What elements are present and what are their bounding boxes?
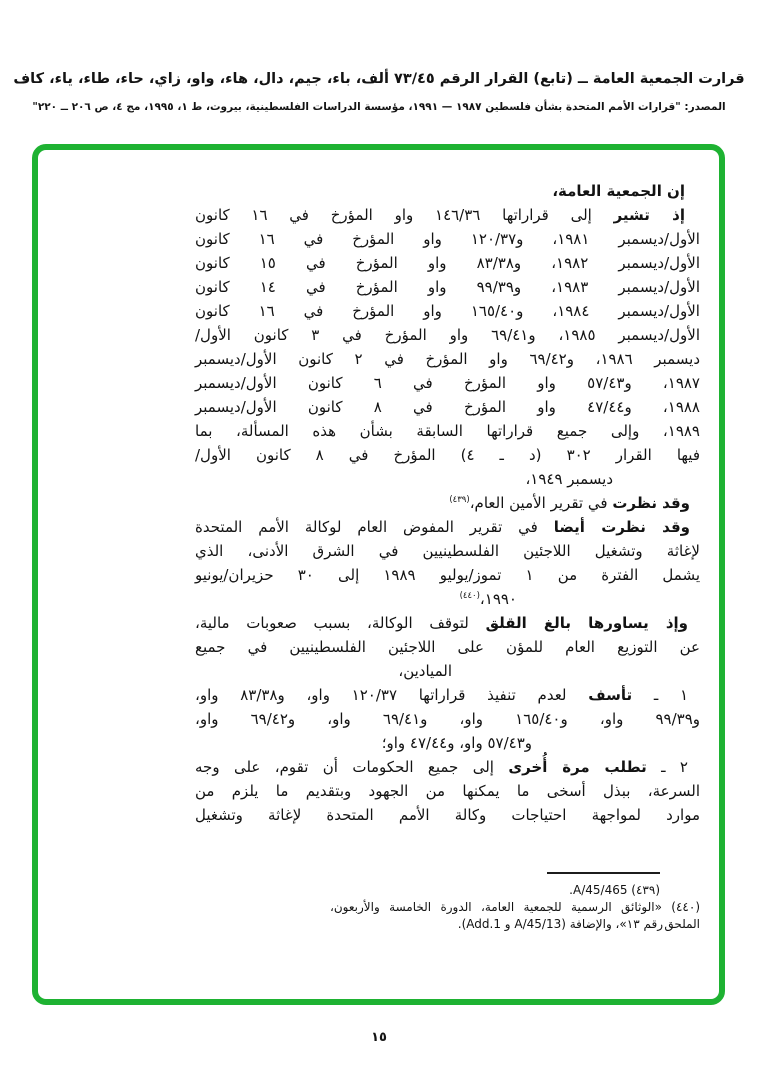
body-text-line bbox=[195, 395, 700, 419]
footnote-separator-rule bbox=[547, 872, 660, 874]
text-run: يشمل الفترة من ١ تموز/يوليو ١٩٨٩ إلى ٣٠ حزيران/يونيو bbox=[195, 566, 700, 584]
body-text-line bbox=[195, 731, 700, 755]
text-run: وقد نظرت bbox=[612, 494, 690, 512]
text-run: لعدم تنفيذ قراراتها ١٢٠/٣٧ واو، و٨٣/٣٨ واو، bbox=[195, 686, 589, 704]
body-text-line bbox=[195, 635, 700, 659]
text-run: فيها القرار ٣٠٢ (د ـ ٤) المؤرخ في ٨ كانون الأول/ bbox=[195, 446, 701, 464]
body-text-line bbox=[195, 707, 700, 731]
body-text-line bbox=[195, 659, 700, 683]
text-run: ديسمبر ١٩٤٩، bbox=[525, 470, 613, 488]
text-run: إلى جميع الحكومات أن تقوم، على وجه bbox=[195, 758, 509, 776]
text-run: تطلب مرة أُخرى bbox=[508, 758, 647, 776]
footnote-line bbox=[330, 882, 700, 899]
body-text-line bbox=[195, 251, 700, 275]
text-run: إن الجمعية العامة، bbox=[552, 182, 685, 200]
text-run: و bbox=[500, 917, 515, 931]
text-run: الميادين، bbox=[398, 662, 452, 680]
text-run: Add.1 bbox=[466, 917, 501, 931]
text-run: و٩٩/٣٩ واو، و١٦٥/٤٠ واو، و٦٩/٤١ واو، و٦٩/٤٢ واو، bbox=[195, 710, 701, 728]
footnote-reference-marker: (٤٤٠) bbox=[459, 591, 480, 601]
text-run: (٤٤٠) «الوثائق الرسمية للجمعية العامة، الدورة الخامسة والأربعون، الملحق bbox=[330, 900, 700, 931]
text-run: ١٩٩٠، bbox=[479, 590, 517, 608]
body-text-line bbox=[195, 299, 700, 323]
footnote-reference-marker: (٤٣٩) bbox=[449, 495, 470, 505]
body-text-line bbox=[195, 779, 700, 803]
body-text-line bbox=[195, 203, 700, 227]
text-run: إذ تشير bbox=[613, 206, 685, 224]
text-run: في تقرير الأمين العام، bbox=[469, 494, 613, 512]
body-text-line bbox=[195, 347, 700, 371]
text-run: في تقرير المفوض العام لوكالة الأمم المتحدة bbox=[195, 518, 554, 536]
text-run: الأول/ديسمبر ١٩٨٤، و١٦٥/٤٠ واو المؤرخ في ١٦ كانون bbox=[195, 302, 700, 320]
footnote-lines bbox=[330, 882, 700, 933]
source-citation: المصدر: "قرارات الأمم المتحدة بشأن فلسطين ١٩٨٧ — ١٩٩١، مؤسسة الدراسات الفلسطينية، بيروت، ط ١، ١٩٩٥، مج ٤، ص ٢٠٦ ــ ٢٢٠" bbox=[32, 101, 726, 113]
text-run: و٥٧/٤٣ واو، و٤٧/٤٤ واو؛ bbox=[381, 734, 532, 752]
page-title: قرارت الجمعية العامة ــ (تابع) القرار الرقم ٧٣/٤٥ ألف، باء، جيم، دال، هاء، واو، زاي، حاء، طاء، ياء، كاف bbox=[13, 71, 745, 87]
body-text-line bbox=[195, 563, 700, 587]
body-text-line bbox=[195, 683, 700, 707]
text-run: ٢ ـ bbox=[646, 758, 688, 776]
text-run: (٤٣٩) bbox=[627, 883, 660, 897]
body-text-line bbox=[195, 419, 700, 443]
text-run: إلى قراراتها ١٤٦/٣٦ واو المؤرخ في ١٦ كانون bbox=[195, 206, 614, 224]
text-run: ١ ـ bbox=[632, 686, 688, 704]
body-text-line bbox=[195, 587, 700, 611]
text-run: الأول/ديسمبر ١٩٨٥، و٦٩/٤١ واو المؤرخ في ٣ كانون الأول/ bbox=[195, 326, 700, 344]
body-text-line bbox=[195, 611, 700, 635]
text-run: وقد نظرت أيضا bbox=[553, 518, 690, 536]
body-text-line bbox=[195, 755, 700, 779]
text-run: وإذ يساورها بالغ القلق bbox=[485, 614, 688, 632]
text-run: ديسمبر ١٩٨٦، و٦٩/٤٢ واو المؤرخ في ٢ كانون الأول/ديسمبر bbox=[195, 350, 700, 368]
text-run: السرعة، ببذل أسخى ما يمكنها من الجهود وبتقديم ما يلزم من bbox=[195, 782, 700, 800]
body-text-line bbox=[195, 179, 700, 203]
text-run: الأول/ديسمبر ١٩٨٣، و٩٩/٣٩ واو المؤرخ في ١٤ كانون bbox=[195, 278, 700, 296]
body-text-line bbox=[195, 467, 700, 491]
body-text-line bbox=[195, 515, 700, 539]
text-run: A/45/465. bbox=[569, 883, 628, 897]
body-text-line bbox=[195, 491, 700, 515]
text-run: ١٩٨٧، و٥٧/٤٣ واو المؤرخ في ٦ كانون الأول/ديسمبر bbox=[195, 374, 700, 392]
text-run: الأول/ديسمبر ١٩٨٢، و٨٣/٣٨ واو المؤرخ في ١٥ كانون bbox=[195, 254, 700, 272]
text-run: عن التوزيع العام للمؤن على اللاجئين الفلسطينيين في جميع bbox=[195, 638, 700, 656]
text-run: تأسف bbox=[588, 686, 633, 704]
text-run: موارد لمواجهة احتياجات وكالة الأمم المتحدة لإغاثة وتشغيل bbox=[195, 806, 700, 824]
body-text-line bbox=[195, 323, 700, 347]
text-run: الأول/ديسمبر ١٩٨١، و١٢٠/٣٧ واو المؤرخ في ١٦ كانون bbox=[195, 230, 700, 248]
body-text-line bbox=[195, 227, 700, 251]
body-text-line bbox=[195, 803, 700, 827]
text-run: لتوقف الوكالة، بسبب صعوبات مالية، bbox=[195, 614, 486, 632]
text-run: ١٩٨٩، وإلى جميع قراراتها السابقة بشأن هذه المسألة، بما bbox=[195, 422, 700, 440]
text-run: رقم ١٣»، والإضافة ( bbox=[561, 917, 663, 931]
body-text-line bbox=[195, 443, 700, 467]
text-run: ). bbox=[457, 917, 467, 931]
body-text-line bbox=[195, 371, 700, 395]
text-run: ١٩٨٨، و٤٧/٤٤ واو المؤرخ في ٨ كانون الأول/ديسمبر bbox=[195, 398, 700, 416]
text-run: A/45/13 bbox=[514, 917, 562, 931]
body-text-line bbox=[195, 539, 700, 563]
footnote-line bbox=[330, 916, 700, 933]
page-number: ١٥ bbox=[371, 1030, 387, 1045]
body-text-line bbox=[195, 275, 700, 299]
footnote-block bbox=[330, 872, 700, 933]
resolution-body-text bbox=[195, 179, 700, 827]
text-run: لإغاثة وتشغيل اللاجئين الفلسطينيين في الشرق الأدنى، الذي bbox=[195, 542, 700, 560]
